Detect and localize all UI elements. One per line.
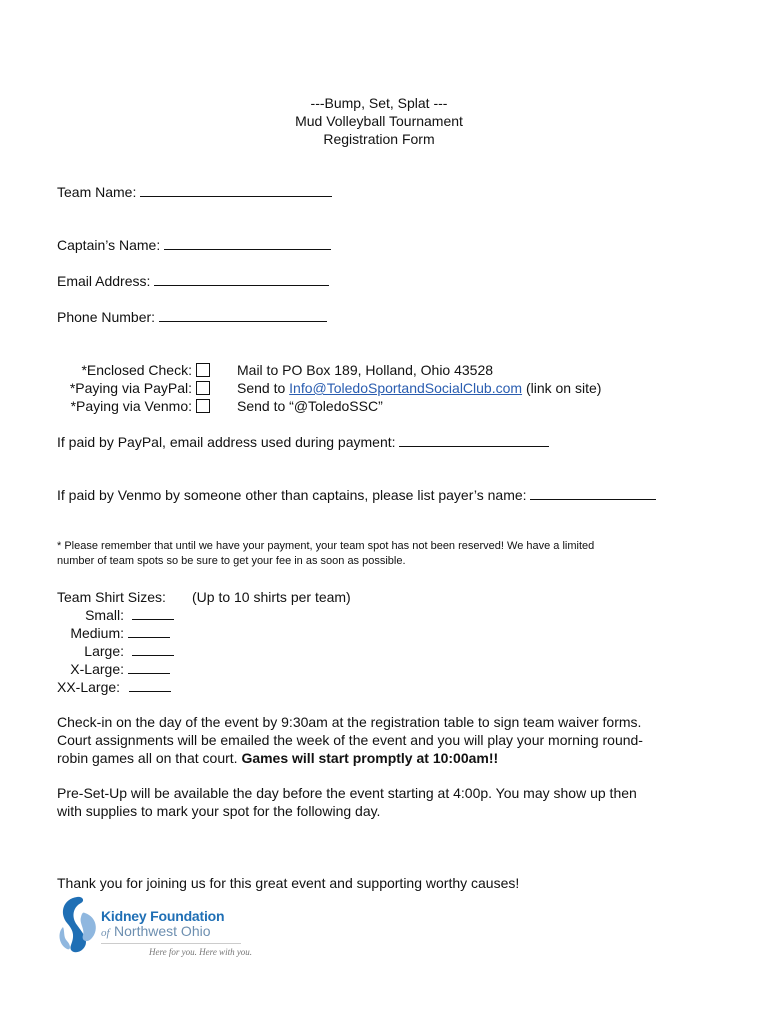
- paypal-label: *Paying via PayPal:: [69, 380, 192, 396]
- checkin-line2: Court assignments will be emailed the week of the event and you will play your morning round-: [57, 732, 643, 748]
- size-label-xxlarge: XX-Large:: [57, 679, 121, 695]
- paypal-option: [40, 379, 210, 397]
- presetup-line1: Pre-Set-Up will be available the day before the event starting at 4:00p. You may show up then: [57, 785, 637, 801]
- logo-name-line2: Northwest Ohio: [114, 923, 211, 939]
- team-name-blank[interactable]: [140, 183, 332, 197]
- shirt-limit-note: (Up to 10 shirts per team): [192, 589, 351, 605]
- logo-name-line2-wrap: [101, 923, 211, 941]
- check-instruction: Mail to PO Box 189, Holland, Ohio 43528: [237, 362, 494, 378]
- team-name-field: [57, 183, 332, 201]
- paypal-prefix: Send to: [237, 380, 290, 396]
- form-title-line1: ---Bump, Set, Splat ---: [310, 95, 448, 111]
- size-label-medium: Medium:: [70, 625, 124, 641]
- payment-note-line2: number of team spots so be sure to get your fee in as soon as possible.: [57, 555, 406, 567]
- shirt-sizes-heading: Team Shirt Sizes:: [57, 589, 166, 605]
- logo-name-of: of: [101, 927, 110, 939]
- paypal-email-question: [57, 433, 549, 451]
- check-checkbox[interactable]: [196, 363, 210, 377]
- team-name-label: Team Name:: [57, 184, 137, 200]
- presetup-line2: with supplies to mark your spot for the following day.: [57, 803, 381, 819]
- form-title-line3: Registration Form: [323, 131, 435, 147]
- paypal-checkbox[interactable]: [196, 381, 210, 395]
- size-label-small: Small:: [85, 607, 124, 623]
- check-label: *Enclosed Check:: [81, 362, 192, 378]
- size-blank-large[interactable]: [132, 642, 174, 656]
- size-blank-xlarge[interactable]: [128, 660, 170, 674]
- thank-you-message: Thank you for joining us for this great event and supporting worthy causes!: [57, 875, 520, 891]
- captain-name-field: [57, 236, 331, 254]
- kidney-foundation-logo: [55, 895, 255, 961]
- check-option: [40, 361, 210, 379]
- paypal-email-question-label: If paid by PayPal, email address used during payment:: [57, 434, 396, 450]
- email-field: [57, 272, 329, 290]
- venmo-payer-question-label: If paid by Venmo by someone other than captains, please list payer’s name:: [57, 487, 527, 503]
- paypal-instruction: [237, 379, 601, 397]
- kidney-logo-icon: [55, 895, 103, 955]
- logo-divider: [101, 943, 241, 944]
- email-label: Email Address:: [57, 273, 151, 289]
- size-blank-small[interactable]: [132, 606, 174, 620]
- captain-name-label: Captain’s Name:: [57, 237, 161, 253]
- paypal-suffix: (link on site): [522, 380, 602, 396]
- paypal-email-link[interactable]: Info@ToledoSportandSocialClub.com: [289, 380, 523, 396]
- phone-field: [57, 308, 327, 326]
- email-blank[interactable]: [154, 272, 329, 286]
- size-blank-xxlarge[interactable]: [129, 678, 171, 692]
- size-blank-medium[interactable]: [128, 624, 170, 638]
- venmo-payer-blank[interactable]: [530, 486, 656, 500]
- size-label-xlarge: X-Large:: [70, 661, 124, 677]
- venmo-checkbox[interactable]: [196, 399, 210, 413]
- venmo-label: *Paying via Venmo:: [70, 398, 192, 414]
- logo-tagline: Here for you. Here with you.: [149, 947, 253, 957]
- checkin-line1: Check-in on the day of the event by 9:30am at the registration table to sign team waiver forms.: [57, 714, 642, 730]
- paypal-email-blank[interactable]: [399, 433, 549, 447]
- form-title-line2: Mud Volleyball Tournament: [295, 113, 463, 129]
- venmo-option: [40, 397, 210, 415]
- games-start-notice: Games will start promptly at 10:00am!!: [241, 750, 499, 766]
- logo-name-line1: Kidney Foundation: [101, 908, 225, 924]
- checkin-line3: [57, 749, 498, 767]
- payment-note-line1: * Please remember that until we have your payment, your team spot has not been reserved! We have a limited: [57, 540, 595, 552]
- checkin-line3-text: robin games all on that court.: [57, 750, 242, 766]
- captain-name-blank[interactable]: [164, 236, 331, 250]
- phone-label: Phone Number:: [57, 309, 156, 325]
- venmo-instruction: Send to “@ToledoSSC”: [237, 398, 383, 414]
- venmo-payer-question: [57, 486, 656, 504]
- size-label-large: Large:: [84, 643, 124, 659]
- phone-blank[interactable]: [159, 308, 327, 322]
